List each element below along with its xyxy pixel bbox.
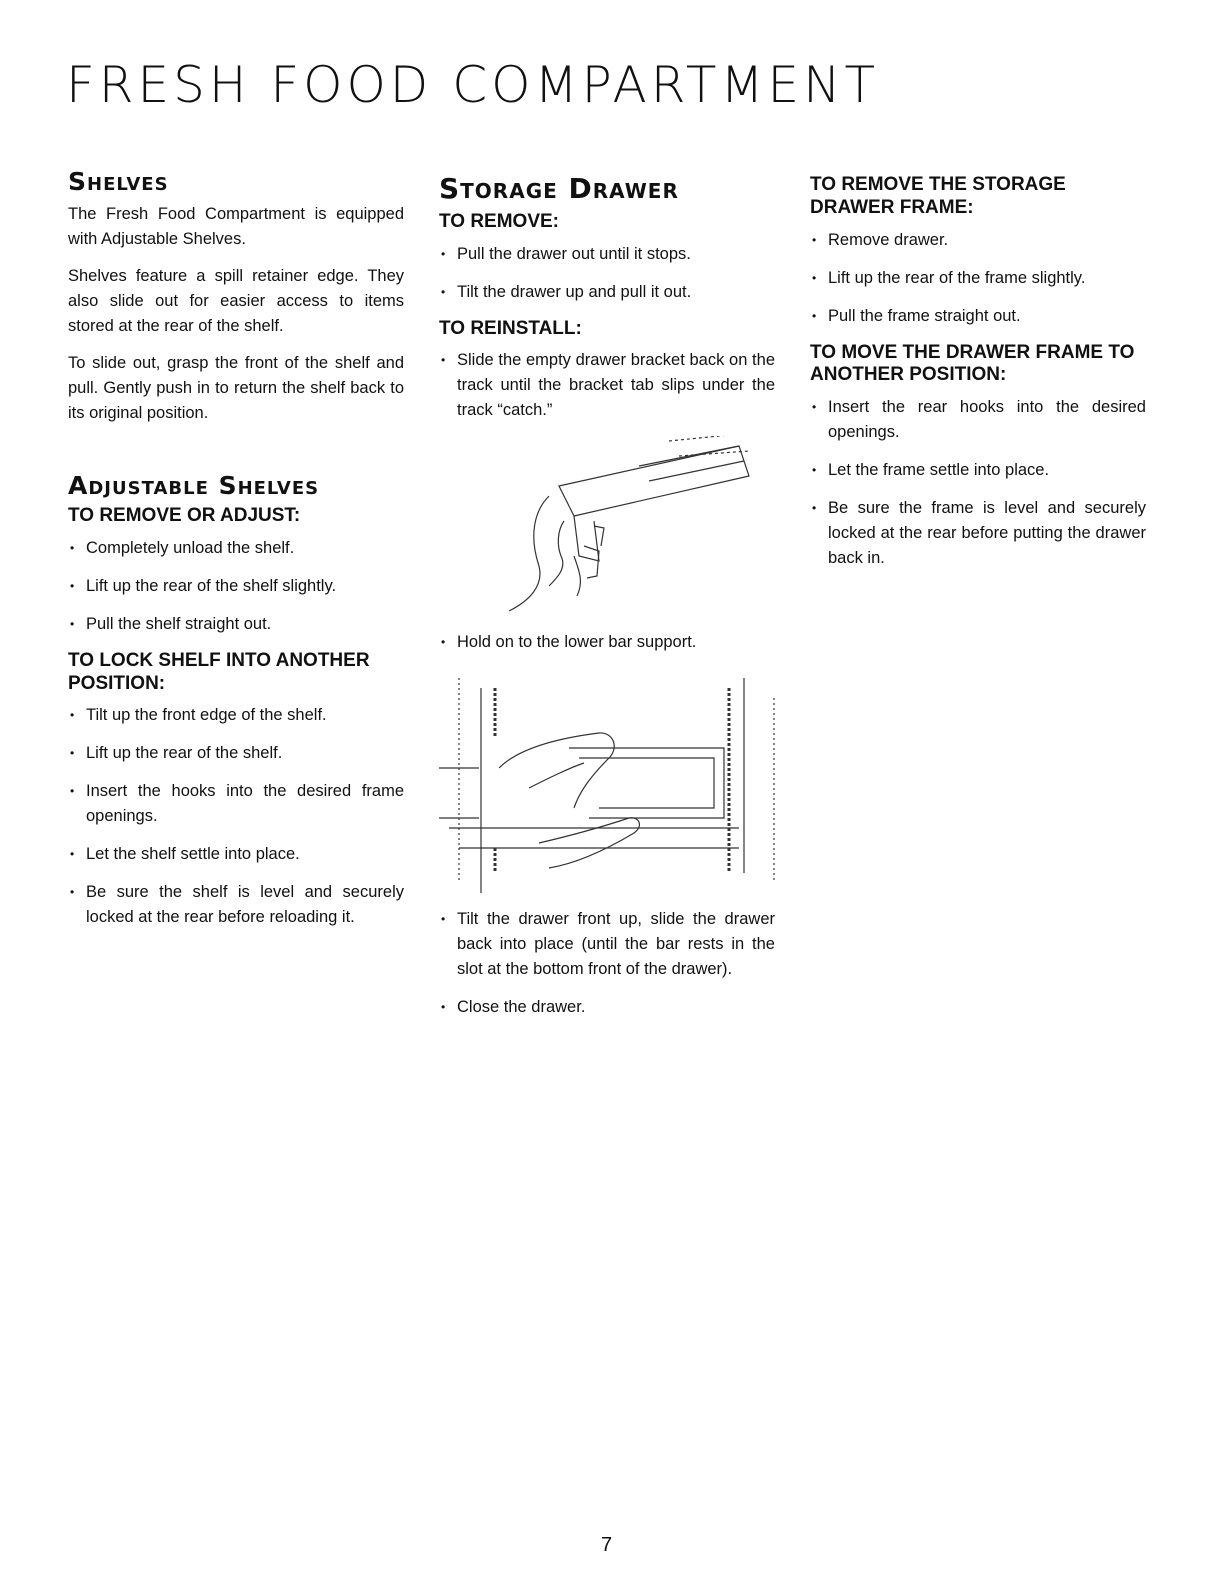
list-item: • Tilt the drawer up and pull it out. xyxy=(439,280,775,305)
remove-adjust-steps xyxy=(68,536,404,637)
to-reinstall-heading: TO REINSTALL: xyxy=(439,317,582,339)
drawer-bracket-illustration xyxy=(439,436,775,616)
list-item: • Remove drawer. xyxy=(810,228,1146,253)
list-item: • Insert the hooks into the desired frame openings. xyxy=(68,779,404,829)
list-item: • Lift up the rear of the shelf. xyxy=(68,741,404,766)
move-frame-heading: TO MOVE THE DRAWER FRAME TO ANOTHER POSITION: xyxy=(810,341,1135,386)
shelves-paragraph: To slide out, grasp the front of the shelf and pull. Gently push in to return the shelf back to its original position. xyxy=(68,353,404,422)
list-item: • Pull the drawer out until it stops. xyxy=(439,242,775,267)
drawer-remove-steps xyxy=(439,242,775,305)
list-item: • Lift up the rear of the frame slightly. xyxy=(810,266,1146,291)
move-frame-steps xyxy=(810,395,1146,571)
list-item: • Let the shelf settle into place. xyxy=(68,842,404,867)
list-item: • Let the frame settle into place. xyxy=(810,458,1146,483)
list-item: • Hold on to the lower bar support. xyxy=(439,630,775,655)
column-storage-drawer xyxy=(439,168,775,1033)
list-item: • Slide the empty drawer bracket back on the track until the bracket tab slips under the track “catch.” xyxy=(439,348,775,423)
storage-drawer-title: Storage Drawer xyxy=(439,172,679,205)
to-remove-heading: TO REMOVE: xyxy=(439,210,559,232)
lock-shelf-steps xyxy=(68,703,404,930)
remove-adjust-heading: TO REMOVE OR ADJUST: xyxy=(68,505,301,526)
list-item: • Completely unload the shelf. xyxy=(68,536,404,561)
remove-frame-steps xyxy=(810,228,1146,329)
page-title: FRESH FOOD COMPARTMENT xyxy=(66,56,880,114)
list-item: • Be sure the shelf is level and securely locked at the rear before reloading it. xyxy=(68,880,404,930)
list-item: • Pull the shelf straight out. xyxy=(68,612,404,637)
list-item: • Insert the rear hooks into the desired openings. xyxy=(810,395,1146,445)
lock-shelf-heading: TO LOCK SHELF INTO ANOTHER POSITION: xyxy=(68,649,370,694)
shelves-paragraph: Shelves feature a spill retainer edge. They also slide out for easier access to items stored at the rear of the shelf. xyxy=(68,266,404,335)
list-item: • Lift up the rear of the shelf slightly. xyxy=(68,574,404,599)
column-drawer-frame xyxy=(810,168,1146,584)
adjustable-shelves-title: Adjustable Shelves xyxy=(68,470,320,500)
drawer-reinstall-steps-3 xyxy=(439,907,775,1020)
drawer-reinstall-steps-2 xyxy=(439,630,775,655)
list-item: • Tilt the drawer front up, slide the drawer back into place (until the bar rests in the slot at the bottom front of the drawer). xyxy=(439,907,775,982)
list-item: • Pull the frame straight out. xyxy=(810,304,1146,329)
column-shelves xyxy=(68,168,404,943)
list-item: • Be sure the frame is level and securely locked at the rear before putting the drawer back in. xyxy=(810,496,1146,571)
shelves-paragraph: The Fresh Food Compartment is equipped with Adjustable Shelves. xyxy=(68,204,404,248)
list-item: • Tilt up the front edge of the shelf. xyxy=(68,703,404,728)
drawer-reinstall-steps xyxy=(439,348,775,423)
page-number: 7 xyxy=(600,1534,613,1556)
drawer-reinstall-illustration xyxy=(439,668,775,893)
remove-frame-heading: TO REMOVE THE STORAGE DRAWER FRAME: xyxy=(810,174,1066,218)
list-item: • Close the drawer. xyxy=(439,995,775,1020)
shelves-title: Shelves xyxy=(68,167,169,196)
